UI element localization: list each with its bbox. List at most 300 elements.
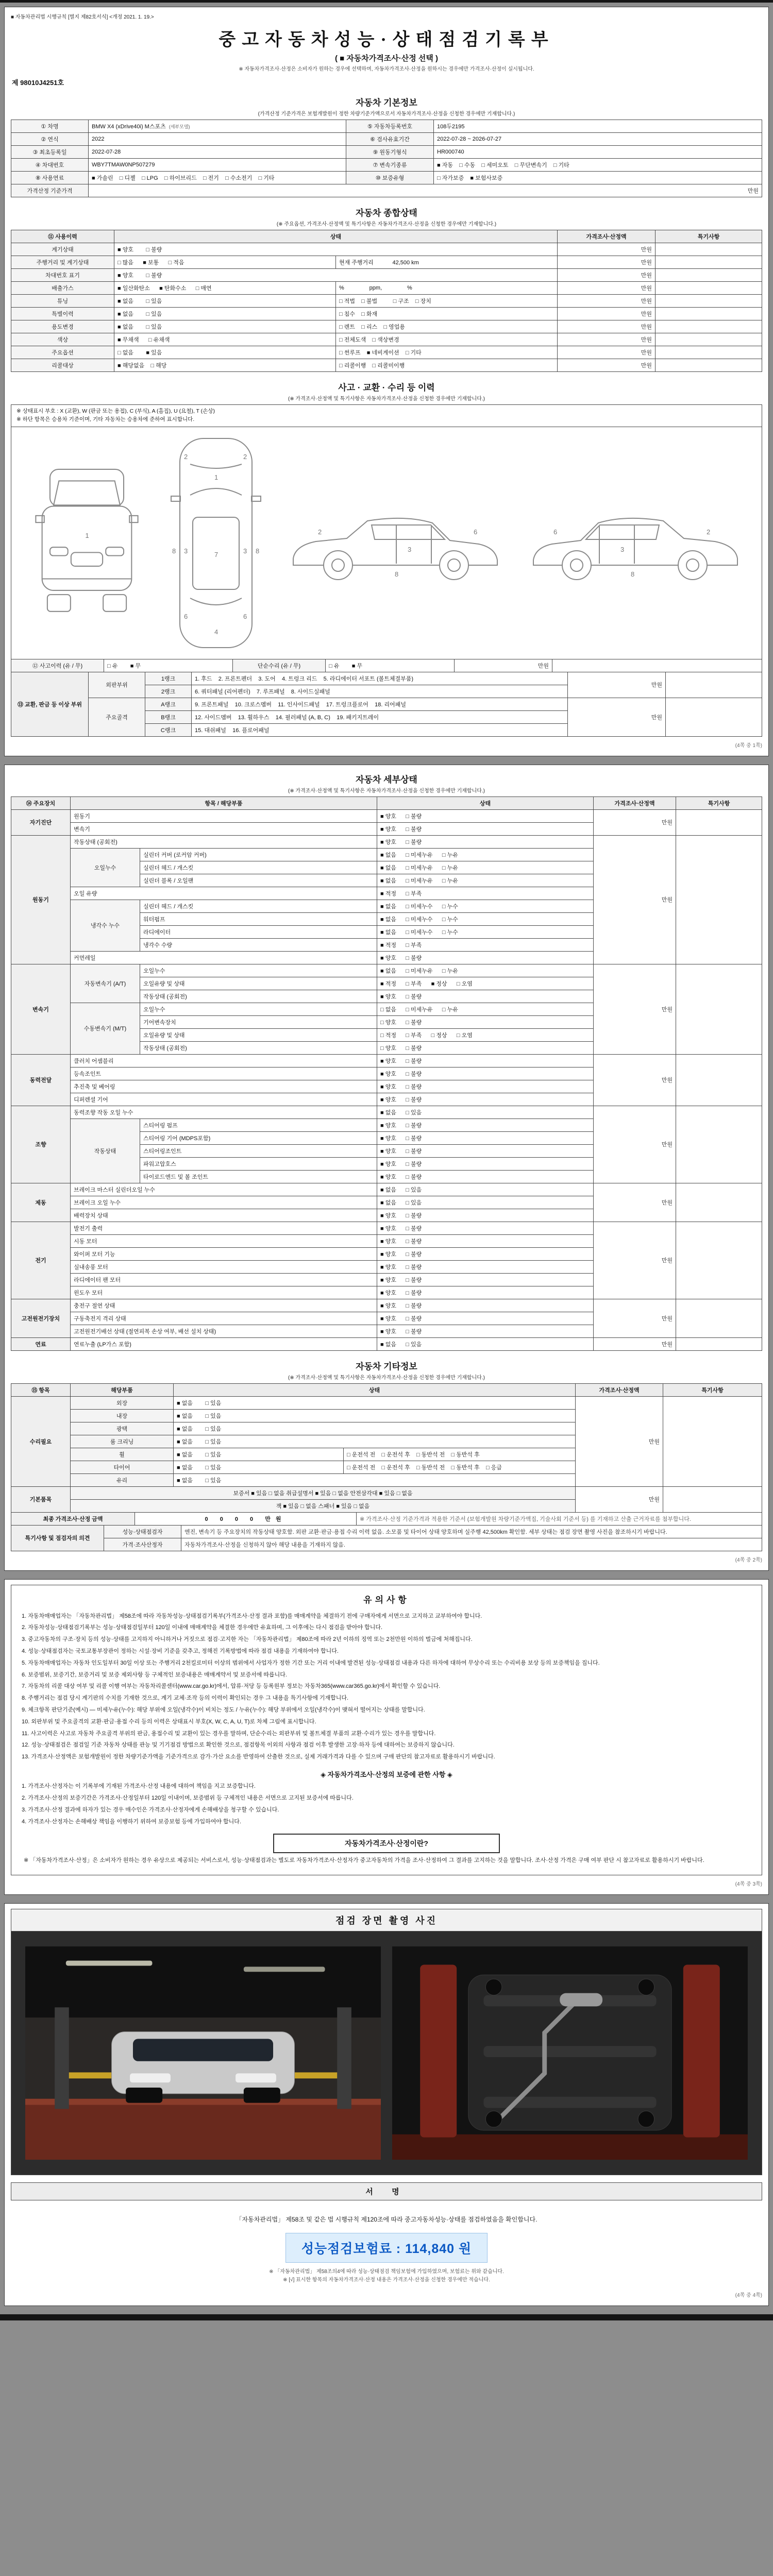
- device-state[interactable]: ■ 양호 □ 불량: [377, 1054, 594, 1067]
- accident-history-table: [11, 659, 762, 672]
- usage-item-price: 만원: [558, 243, 656, 256]
- device-state[interactable]: ■ 적정 □ 부족: [377, 938, 594, 951]
- device-price: 만원: [594, 809, 676, 835]
- detail-row: [11, 809, 762, 822]
- rank-parts[interactable]: 9. 프론트패널 10. 크로스멤버 11. 인사이드패널 17. 트렁크플로어 18. 리어패널: [192, 698, 568, 710]
- section-basic-info: [11, 93, 762, 197]
- device-part: 변속기: [71, 822, 377, 835]
- accident-price: 만원: [455, 659, 552, 672]
- device-state[interactable]: ■ 양호 □ 불량: [377, 990, 594, 1003]
- device-subgroup: 냉각수 누수: [71, 900, 140, 951]
- outer-panel-price: 만원: [568, 672, 666, 698]
- svg-text:1: 1: [214, 473, 218, 481]
- device-state[interactable]: ■ 양호 □ 불량: [377, 1118, 594, 1131]
- usage-item-label: 배출가스: [11, 282, 114, 295]
- car-diagram-front: [26, 448, 147, 638]
- detail-section-title: 자동차 세부상태: [356, 774, 417, 785]
- device-part: 윈도우 모터: [71, 1286, 377, 1299]
- usage-history-column: ⑪ 사용이력: [11, 230, 114, 243]
- usage-item-state[interactable]: ■ 일산화탄소 ■ 탄화수소 □ 매연: [114, 282, 336, 295]
- warranty-item: 2. 가격조사·산정의 보증기간은 가격조사·산정일부터 120일 이내이며, 보증범위 등 구체적인 내용은 서면으로 고지된 보증서에 따릅니다.: [22, 1794, 354, 1801]
- device-part: 연료누출 (LP가스 포함): [71, 1337, 377, 1350]
- device-state[interactable]: ■ 적정 □ 부족 ■ 정상 □ 오염: [377, 977, 594, 990]
- device-price: 만원: [594, 835, 676, 964]
- device-part: 클러치 어셈블리: [71, 1054, 377, 1067]
- detail-row: [11, 1054, 762, 1067]
- submodel-label: (세부모델): [169, 124, 190, 129]
- inspection-period-label: ⑥ 검사유효기간: [346, 133, 434, 146]
- usage-item-price: 만원: [558, 333, 656, 346]
- device-state[interactable]: ■ 양호 □ 불량: [377, 951, 594, 964]
- device-state[interactable]: ■ 양호 □ 불량: [377, 1234, 594, 1247]
- device-state[interactable]: ■ 양호 □ 불량: [377, 1260, 594, 1273]
- device-state[interactable]: ■ 양호 □ 불량: [377, 1131, 594, 1144]
- section-detail-condition: [11, 770, 762, 1351]
- car-diagram-side-left: [284, 494, 506, 592]
- device-part: 실린더 헤드 / 개스킷: [140, 900, 377, 912]
- device-state[interactable]: ■ 양호 □ 불량: [377, 1222, 594, 1234]
- etc-state[interactable]: ■ 없음 □ 있음: [174, 1435, 576, 1448]
- section-overall-condition: [11, 204, 762, 372]
- price-column: 가격조사·산정액: [576, 1383, 663, 1396]
- usage-item-label: 튜닝: [11, 295, 114, 308]
- first-registration-value: 2022-07-28: [89, 146, 346, 159]
- etc-price: 만원: [576, 1396, 663, 1486]
- usage-item-extra[interactable]: □ 전체도색 □ 색상변경: [336, 333, 558, 346]
- document-number: 제 98010J4251호: [12, 79, 64, 87]
- overall-section-title: 자동차 종합상태: [356, 208, 417, 218]
- photo-section-title: 점검 장면 촬영 사진: [11, 1909, 762, 1931]
- final-price-row: [11, 1512, 762, 1525]
- device-state[interactable]: ■ 없음 □ 미세누수 □ 누수: [377, 912, 594, 925]
- device-part: 작동상태 (공회전): [140, 990, 377, 1003]
- svg-text:8: 8: [631, 570, 635, 578]
- device-part: 오일 유량: [71, 887, 377, 900]
- document-subtitle: ( ■ 자동차가격조사·산정 선택 ): [334, 54, 439, 63]
- car-body-diagrams: [11, 427, 762, 659]
- final-price-table: [11, 1512, 762, 1526]
- device-state[interactable]: ■ 적정 □ 부족: [377, 887, 594, 900]
- notice-item: 11. 사고이력은 사고로 자동차 주요골격 부위의 판금, 용접수리 및 교환이 있는 경우를 말하며, 단순수리는 외판부위 및 볼트체결 부품의 교환·수리가 있는 경우를 말합니다.: [22, 1730, 436, 1737]
- warranty-item: 4. 가격조사·산정자는 손해배상 책임을 이행하기 위하여 보증보험 등에 가입하여야 합니다.: [22, 1818, 241, 1825]
- device-part: 배력장치 상태: [71, 1209, 377, 1222]
- usage-item-label: 차대번호 표기: [11, 269, 114, 282]
- outer-panel-note: [666, 672, 762, 698]
- device-price: 만원: [594, 1222, 676, 1299]
- basic-row-1: [11, 120, 762, 133]
- transmission-label: ⑦ 변속기종류: [346, 159, 434, 172]
- usage-item-note: [656, 359, 762, 372]
- device-state[interactable]: □ 없음 □ 미세누유 □ 누유: [377, 1003, 594, 1015]
- notice-item: 12. 성능·상태점검은 점검일 기준 자동차 상태를 관능 및 기기점검 방법으로 확인한 것으로, 점검항목 이외의 사항과 점검 이후 발생한 고장·하자 등에 대하여는 보증하지 않습니다.: [22, 1742, 455, 1749]
- device-part: 시동 모터: [71, 1234, 377, 1247]
- inspector-opinion-text: 엔진, 변속기 등 주요장치의 작동상태 양호함. 외판 교환·판금·용접 수리 이력 없음. 소모품 및 타이어 상태 양호하며 실주행 42,500km 확인함. 세부 상태는 점검 장면 촬영 사진을 참조하시기 바랍니다.: [181, 1525, 762, 1538]
- main-frame-price: 만원: [568, 698, 666, 736]
- sheet-page-4: [4, 1903, 769, 2306]
- device-state[interactable]: ■ 양호 □ 불량: [377, 1144, 594, 1157]
- usage-item-extra[interactable]: % ppm, %: [336, 282, 558, 295]
- basic-row-4: [11, 159, 762, 172]
- usage-item-extra[interactable]: □ 썬루프 ■ 네비게이션 □ 기타: [336, 346, 558, 359]
- rank-parts[interactable]: 1. 후드 2. 프론트펜더 3. 도어 4. 트렁크 리드 5. 라디에이터 서포트 (볼트체결부품): [192, 672, 568, 685]
- notice-item: 8. 주행거리는 점검 당시 계기판의 수치를 기재한 것으로, 계기 교체·조작 등의 이력이 확인되는 경우 그 내용을 특기사항에 기재합니다.: [22, 1695, 349, 1702]
- device-part: 추진축 및 베어링: [71, 1080, 377, 1093]
- etc-state[interactable]: ■ 없음 □ 있음: [174, 1448, 344, 1461]
- basic-row-6: [11, 184, 762, 197]
- signature-block: [11, 2200, 762, 2286]
- device-note: [676, 1299, 762, 1337]
- device-group: 자기진단: [11, 809, 71, 835]
- svg-text:8: 8: [255, 547, 259, 555]
- device-group: 고전원전기장치: [11, 1299, 71, 1337]
- device-group: 연료: [11, 1337, 71, 1350]
- first-registration-label: ③ 최초등록일: [11, 146, 89, 159]
- device-part: 파워고압호스: [140, 1157, 377, 1170]
- notice-item-list: [20, 1612, 753, 1762]
- device-note: [676, 1183, 762, 1222]
- device-note: [676, 1337, 762, 1350]
- etc-part: 내장: [71, 1409, 174, 1422]
- overall-row: [11, 308, 762, 320]
- basic-info-table: [11, 120, 762, 197]
- usage-item-extra[interactable]: □ 렌트 □ 리스 □ 영업용: [336, 320, 558, 333]
- device-group: 동력전달: [11, 1054, 71, 1106]
- rank-parts[interactable]: 6. 쿼터패널 (리어펜더) 7. 루프패널 8. 사이드실패널: [192, 685, 568, 698]
- car-diagram-top: [167, 432, 265, 654]
- inspector-label: 성능·상태점검자: [104, 1525, 181, 1538]
- usage-item-state[interactable]: □ 없음 ■ 있음: [114, 346, 336, 359]
- notice-item: 3. 중고자동차의 구조·장치 등의 성능·상태를 고지하지 아니하거나 거짓으로 점검·고지한 자는 「자동차관리법」 제80조에 따라 2년 이하의 징역 또는 2천만원 이하의 벌금에 처해집니다.: [22, 1636, 473, 1643]
- car-name-label: ① 차명: [11, 120, 89, 133]
- svg-text:3: 3: [243, 547, 247, 555]
- model-year-label: ② 연식: [11, 133, 89, 146]
- svg-text:3: 3: [620, 545, 625, 553]
- device-part: 스티어링조인트: [140, 1144, 377, 1157]
- basic-section-note: (가격산정 기준가격은 보험개발원이 정한 차량기준가액으로서 자동차가격조사·산정을 신청한 경우에만 기재합니다.): [258, 111, 515, 117]
- plate-number-value: 108두2195: [434, 120, 762, 133]
- rank-label: C랭크: [145, 723, 192, 736]
- etc-state[interactable]: ■ 없음 □ 있음: [174, 1461, 344, 1473]
- overall-row: [11, 320, 762, 333]
- final-price-label: 최종 가격조사·산정 금액: [11, 1512, 135, 1525]
- device-state[interactable]: ■ 양호 □ 불량: [377, 1247, 594, 1260]
- device-note: [676, 1222, 762, 1299]
- price-appraisal-definition-text: ※ 「자동차가격조사·산정」은 소비자가 원하는 경우 유상으로 제공되는 서비스로서, 성능·상태점검과는 별도로 자동차가격조사·산정자가 중고자동차의 가격을 조사·산정하여 그 결과를 고지하는 것을 말합니다. 조사·산정 가격은 구매 여부 판단 시 참고자료로 활용하시기 바랍니다.: [24, 1857, 704, 1864]
- device-state[interactable]: ■ 없음 □ 미세누유 □ 누유: [377, 964, 594, 977]
- usage-item-price: 만원: [558, 295, 656, 308]
- usage-item-label: 계기상태: [11, 243, 114, 256]
- device-state[interactable]: ■ 양호 □ 불량: [377, 835, 594, 848]
- footer-note-1: ※ 「자동차관리법」 제58조의4에 따라 성능·상태점검 책임보험에 가입하였으며, 보험료는 위와 같습니다.: [269, 2268, 504, 2275]
- svg-text:3: 3: [408, 545, 412, 553]
- rank-parts[interactable]: 12. 사이드멤버 13. 휠하우스 14. 필러패널 (A, B, C) 19. 패키지트레이: [192, 710, 568, 723]
- item-column: 항목 / 해당부품: [71, 796, 377, 809]
- state-column: 상태: [174, 1383, 576, 1396]
- device-state[interactable]: ■ 양호 □ 불량: [377, 1157, 594, 1170]
- notice-title: 유의사항: [363, 1595, 410, 1605]
- usage-item-price: 만원: [558, 346, 656, 359]
- device-part: 오일유량 및 상태: [140, 1028, 377, 1041]
- usage-item-state[interactable]: ■ 없음 □ 있음: [114, 308, 336, 320]
- device-price: 만원: [594, 1337, 676, 1350]
- fuel-label: ⑧ 사용연료: [11, 172, 89, 184]
- detail-condition-table: [11, 796, 762, 1351]
- footer-note-2: ※ [√] 표시한 항목의 자동차가격조사·산정 내용은 가격조사·산정을 신청한 경우에만 적습니다.: [283, 2277, 490, 2283]
- inspection-photo-underbody: [392, 1942, 748, 2164]
- transmission-checkboxes[interactable]: ■ 자동 □ 수동 □ 세미오토 □ 무단변속기 □ 기타: [434, 159, 762, 172]
- accident-history-label: ⑫ 사고이력 (유 / 무): [11, 659, 104, 672]
- device-state[interactable]: ■ 없음 □ 있음: [377, 1196, 594, 1209]
- notice-item: 4. 성능·상태점검자는 국토교통부장관이 정하는 시설·장비 기준을 갖추고, 정해진 기록방법에 따라 점검 내용을 기재하여야 합니다.: [22, 1648, 339, 1654]
- etc-header-row: [11, 1383, 762, 1396]
- main-frame-label: 주요골격: [89, 698, 145, 736]
- svg-text:6: 6: [243, 612, 247, 620]
- notice-item: 13. 가격조사·산정액은 보험개발원이 정한 차량기준가액을 기준가격으로 감가·가산 요소를 반영하여 산출한 것으로, 실제 거래가격과 다를 수 있으며 구매 판단의 참고자료로 활용하시기 바랍니다.: [22, 1754, 495, 1760]
- etc-part: 타이어: [71, 1461, 174, 1473]
- etc-section-note: (※ 가격조사·산정액 및 특기사항은 자동차가격조사·산정을 신청한 경우에만 기재합니다.): [288, 1375, 485, 1381]
- basic-row-5: [11, 172, 762, 184]
- simple-repair-label: 단순수리 (유 / 무): [233, 659, 326, 672]
- legend-line-1: ※ 상태표시 부호 : X (교환), W (판금 또는 용접), C (부식), A (흠집), U (요철), T (손상): [16, 408, 215, 414]
- page-mark-1: (4쪽 중 1쪽): [735, 742, 762, 749]
- device-note: [676, 1054, 762, 1106]
- svg-text:2: 2: [243, 452, 247, 461]
- exchange-row-rankA: [11, 698, 762, 710]
- device-state[interactable]: ■ 없음 □ 미세누수 □ 누수: [377, 925, 594, 938]
- device-state[interactable]: ■ 양호 □ 불량: [377, 1170, 594, 1183]
- document-subtitle-note: ※ 자동차가격조사·산정은 소비자가 원하는 경우에 선택하며, 자동차가격조사·산정을 원하시는 경우에만 가격조사·산정이 실시됩니다.: [239, 66, 534, 72]
- usage-item-price: 만원: [558, 269, 656, 282]
- detail-row: [11, 1106, 762, 1118]
- device-part: 작동상태 (공회전): [140, 1041, 377, 1054]
- device-part: 등속조인트: [71, 1067, 377, 1080]
- state-column: 상태: [377, 796, 594, 809]
- page-mark-2: (4쪽 중 2쪽): [735, 1557, 762, 1563]
- device-state[interactable]: ■ 양호 □ 불량: [377, 1299, 594, 1312]
- price-appraisal-definition-title: 자동차가격조사·산정이란?: [273, 1834, 500, 1853]
- inspector-opinion-table: [11, 1525, 762, 1551]
- device-part: 브레이크 마스터 실린더오일 누수: [71, 1183, 377, 1196]
- sheet-page-3: [4, 1579, 769, 1895]
- overall-row: [11, 282, 762, 295]
- appraiser-opinion-text: 자동차가격조사·산정을 신청하지 않아 해당 내용을 기재하지 않음.: [181, 1538, 762, 1551]
- rank-label: 2랭크: [145, 685, 192, 698]
- usage-item-price: 만원: [558, 359, 656, 372]
- svg-text:3: 3: [183, 547, 188, 555]
- device-state[interactable]: ■ 양호 □ 불량: [377, 1312, 594, 1325]
- device-state[interactable]: ■ 양호 □ 불량: [377, 1080, 594, 1093]
- device-part: 워터펌프: [140, 912, 377, 925]
- simple-repair-checkboxes[interactable]: □ 유 ■ 무: [326, 659, 455, 672]
- overall-condition-table: [11, 230, 762, 372]
- svg-text:8: 8: [395, 570, 399, 578]
- device-part: 작동상태 (공회전): [71, 835, 377, 848]
- insurance-fee-label: 성능점검보험료 :: [301, 2241, 401, 2256]
- usage-item-note: [656, 269, 762, 282]
- notice-item: 1. 자동차매매업자는 「자동차관리법」 제58조에 따라 자동차성능·상태점검기록부(가격조사·산정 결과 포함)를 매매계약을 체결하기 전에 구매자에게 서면으로 고지하고 교부하여야 합니다.: [22, 1613, 482, 1619]
- etc-info-table: [11, 1383, 762, 1513]
- usage-item-label: 특별이력: [11, 308, 114, 320]
- part-column: 해당부품: [71, 1383, 174, 1396]
- legend-line-2: ※ 하단 항목은 승용차 기준이며, 기타 자동차는 승용차에 준하여 표시합니다.: [16, 416, 195, 422]
- notice-item: 5. 자동차매매업자는 자동차 인도일부터 30일 이상 또는 주행거리 2천킬로미터 이상의 범위에서 사업자가 정한 기간 또는 거리 이내에 발견된 성능·상태점검 내용과 다른 하자에 대하여 무상수리 또는 수리비용 보상 등의 보증책임을 집니다.: [22, 1659, 600, 1666]
- etc-note: [663, 1396, 762, 1486]
- device-state[interactable]: ■ 양호 □ 불량: [377, 1093, 594, 1106]
- item-column: ⑮ 항목: [11, 1383, 71, 1396]
- usage-item-state[interactable]: □ 많음 ■ 보통 □ 적음: [114, 256, 336, 269]
- final-price-value: 0 0 0 0 만원: [135, 1512, 357, 1525]
- svg-text:6: 6: [474, 528, 478, 536]
- warranty-item: 3. 가격조사·산정 결과에 하자가 있는 경우 매수인은 가격조사·산정자에게 손해배상을 청구할 수 있습니다.: [22, 1806, 279, 1813]
- device-group: 변속기: [11, 964, 71, 1054]
- device-state[interactable]: ■ 없음 □ 미세누수 □ 누수: [377, 900, 594, 912]
- device-part: 구동축전지 격리 상태: [71, 1312, 377, 1325]
- usage-item-extra[interactable]: □ 침수 □ 화재: [336, 308, 558, 320]
- device-state[interactable]: □ 양호 □ 불량: [377, 1015, 594, 1028]
- device-state[interactable]: ■ 양호 □ 불량: [377, 1325, 594, 1337]
- device-price: 만원: [594, 1183, 676, 1222]
- device-group: 원동기: [11, 835, 71, 964]
- etc-state[interactable]: ■ 없음 □ 있음: [174, 1409, 576, 1422]
- etc-part: 룸 크리닝: [71, 1435, 174, 1448]
- page-mark-3: (4쪽 중 3쪽): [735, 1881, 762, 1887]
- usage-item-note: [656, 243, 762, 256]
- device-state[interactable]: ■ 양호 □ 불량: [377, 822, 594, 835]
- inspection-period-value: 2022-07-28 ~ 2026-07-27: [434, 133, 762, 146]
- usage-item-state[interactable]: ■ 양호 □ 불량: [114, 269, 558, 282]
- usage-item-label: 주행거리 및 계기상태: [11, 256, 114, 269]
- device-state[interactable]: ■ 없음 □ 미세누유 □ 누유: [377, 861, 594, 874]
- device-state[interactable]: ■ 없음 □ 있음: [377, 1337, 594, 1350]
- car-diagram-side-right: [525, 494, 747, 592]
- device-state[interactable]: ■ 양호 □ 불량: [377, 809, 594, 822]
- device-state[interactable]: ■ 없음 □ 있음: [377, 1106, 594, 1118]
- signature-section-title: 서 명: [11, 2182, 762, 2200]
- usage-item-state[interactable]: ■ 양호 □ 불량: [114, 243, 558, 256]
- usage-item-note: [656, 295, 762, 308]
- section-etc-info: [11, 1357, 762, 1551]
- accident-history-checkboxes[interactable]: □ 유 ■ 무: [104, 659, 233, 672]
- device-state[interactable]: ■ 양호 □ 불량: [377, 1286, 594, 1299]
- usage-item-note: [656, 256, 762, 269]
- state-code-legend: [11, 404, 762, 427]
- usage-item-note: [656, 320, 762, 333]
- etc-part: 광택: [71, 1422, 174, 1435]
- device-part: 커먼레일: [71, 951, 377, 964]
- note-column: 특기사항: [676, 796, 762, 809]
- basic-section-title: 자동차 기본정보: [356, 98, 417, 108]
- basic-row-2: [11, 133, 762, 146]
- device-note: [676, 835, 762, 964]
- usage-item-price: 만원: [558, 256, 656, 269]
- usage-item-state[interactable]: ■ 없음 □ 있음: [114, 320, 336, 333]
- warranty-type-label: ⑩ 보증유형: [346, 172, 434, 184]
- svg-text:6: 6: [553, 528, 558, 536]
- device-part: 고전원전기배선 상태 (절연피복 손상 여부, 배선 설치 상태): [71, 1325, 377, 1337]
- etc-extra[interactable]: □ 운전석 전 □ 운전석 후 □ 동반석 전 □ 동반석 후: [344, 1448, 576, 1461]
- overall-row: [11, 333, 762, 346]
- overall-row: [11, 359, 762, 372]
- note-column: 특기사항: [656, 230, 762, 243]
- device-state[interactable]: ■ 없음 □ 미세누유 □ 누유: [377, 874, 594, 887]
- svg-text:4: 4: [214, 628, 218, 636]
- accident-note: [552, 659, 762, 672]
- device-part: 발전기 출력: [71, 1222, 377, 1234]
- device-group: 조향: [11, 1106, 71, 1183]
- usage-item-label: 색상: [11, 333, 114, 346]
- opinion-row-1: [11, 1525, 762, 1538]
- detail-row: [11, 1183, 762, 1196]
- device-state[interactable]: ■ 양호 □ 불량: [377, 1067, 594, 1080]
- svg-text:2: 2: [183, 452, 188, 461]
- inspection-insurance-fee: [285, 2233, 488, 2263]
- etc-section-title: 자동차 기타정보: [356, 1361, 417, 1371]
- detail-header-row: [11, 796, 762, 809]
- device-state[interactable]: □ 양호 □ 불량: [377, 1041, 594, 1054]
- device-note: [676, 964, 762, 1054]
- device-price: 만원: [594, 964, 676, 1054]
- etc-part: 휠: [71, 1448, 174, 1461]
- usage-item-extra[interactable]: 현재 주행거리 42,500 km: [336, 256, 558, 269]
- overall-row: [11, 243, 762, 256]
- device-part: 원동기: [71, 809, 377, 822]
- etc-extra[interactable]: □ 운전석 전 □ 운전석 후 □ 동반석 전 □ 동반석 후 □ 응급: [344, 1461, 576, 1473]
- warranty-item-list: [20, 1782, 753, 1826]
- final-price-note: ※ 가격조사·산정 기준가격과 적용한 기준서 (보험개발원 차량기준가액집, 기술사회 기준서 등) 를 기재하고 산출 근거자료를 첨부합니다.: [357, 1512, 762, 1525]
- state-column: 상태: [114, 230, 558, 243]
- etc-row: [11, 1486, 762, 1499]
- warranty-type-checkboxes[interactable]: □ 자가보증 ■ 보험사보증: [434, 172, 762, 184]
- notice-item: 6. 보증범위, 보증기간, 보증거리 및 보증 제외사항 등 구체적인 보증내용은 매매계약서 및 보증서에 따릅니다.: [22, 1671, 287, 1678]
- etc-part: 외장: [71, 1396, 174, 1409]
- device-part: 충전구 절연 상태: [71, 1299, 377, 1312]
- rank-parts[interactable]: 15. 대쉬패널 16. 플로어패널: [192, 723, 568, 736]
- device-state[interactable]: ■ 없음 □ 있음: [377, 1183, 594, 1196]
- detail-row: [11, 1222, 762, 1234]
- device-note: [676, 809, 762, 835]
- device-part: 스티어링 기어 (MDPS포함): [140, 1131, 377, 1144]
- device-part: 실린더 커버 (로커암 커버): [140, 848, 377, 861]
- usage-item-extra[interactable]: □ 적법 □ 불법 □ 구조 □ 장치: [336, 295, 558, 308]
- regulation-note: ■ 자동차관리법 시행규칙 [별지 제82호서식] <개정 2021. 1. 19.>: [11, 14, 154, 20]
- usage-item-state[interactable]: ■ 무채색 □ 유채색: [114, 333, 336, 346]
- usage-item-state[interactable]: ■ 해당없음 □ 해당: [114, 359, 336, 372]
- confirmation-statement: 「자동차관리법」 제58조 및 같은 법 시행규칙 제120조에 따라 중고자동차성능·상태를 점검하였음을 확인합니다.: [236, 2215, 537, 2223]
- usage-item-label: 주요옵션: [11, 346, 114, 359]
- device-part: 오일유량 및 상태: [140, 977, 377, 990]
- document-title: 중고자동차성능·상태점검기록부: [219, 30, 554, 49]
- device-part: 와이퍼 모터 기능: [71, 1247, 377, 1260]
- usage-item-state[interactable]: ■ 없음 □ 있음: [114, 295, 336, 308]
- device-state[interactable]: ■ 없음 □ 미세누유 □ 누유: [377, 848, 594, 861]
- fuel-checkboxes[interactable]: ■ 가솔린 □ 디젤 □ LPG □ 하이브리드 □ 전기 □ 수소전기 □ 기타: [89, 172, 346, 184]
- exchange-block-label: ⑬ 교환, 판금 등 이상 부위: [11, 672, 89, 736]
- etc-state[interactable]: ■ 없음 □ 있음: [174, 1473, 576, 1486]
- exchange-row-rank1: [11, 672, 762, 685]
- device-state[interactable]: ■ 양호 □ 불량: [377, 1209, 594, 1222]
- appraiser-label: 가격·조사산정자: [104, 1538, 181, 1551]
- detail-row: [11, 1299, 762, 1312]
- car-name-value: BMW X4 (xDrive40i) M스포츠 (세부모델): [89, 120, 346, 133]
- etc-state[interactable]: ■ 없음 □ 있음: [174, 1422, 576, 1435]
- device-state[interactable]: ■ 양호 □ 불량: [377, 1273, 594, 1286]
- etc-state[interactable]: ■ 없음 □ 있음: [174, 1396, 576, 1409]
- detail-section-note: (※ 가격조사·산정액 및 특기사항은 자동차가격조사·산정을 신청한 경우에만 기재합니다.): [288, 788, 485, 794]
- exchange-panel-table: [11, 672, 762, 737]
- device-state[interactable]: □ 적정 □ 부족 □ 정상 □ 오염: [377, 1028, 594, 1041]
- usage-item-extra[interactable]: □ 리콜이행 □ 리콜미이행: [336, 359, 558, 372]
- accident-section-title: 사고 · 교환 · 수리 등 이력: [338, 383, 435, 393]
